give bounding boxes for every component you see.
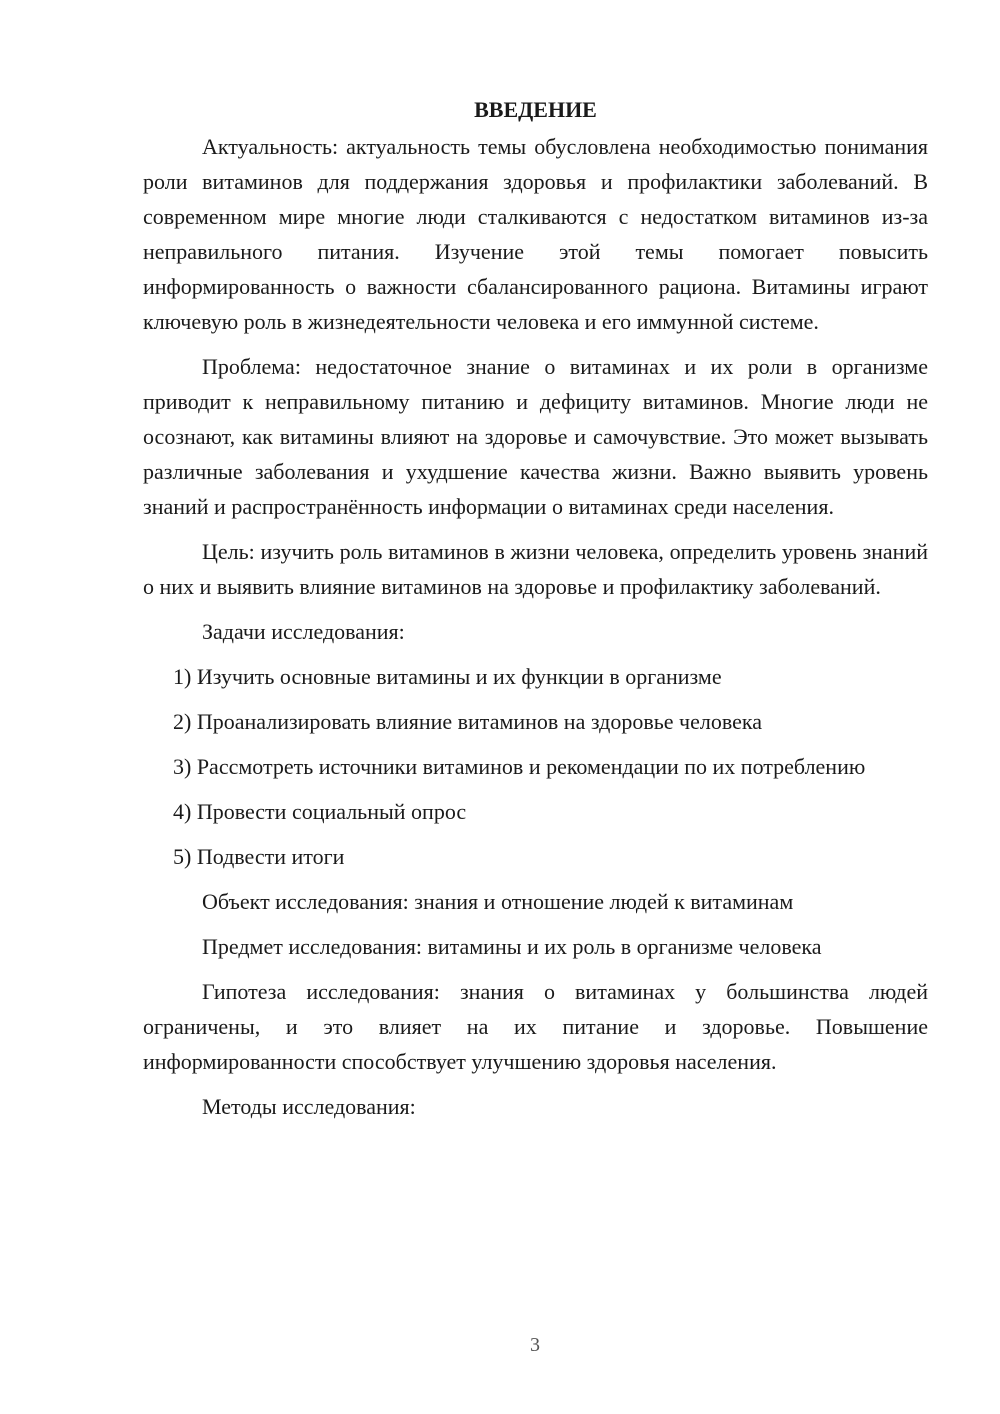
relevance-paragraph: Актуальность: актуальность темы обусловлена необходимостью понимания роли витаминов для поддержания здоровья и профилактики заболеваний. В современном мире многие люди сталкиваются с недостатком витаминов из-за неправильного питания. Изучение этой темы помогает повысить информированность о важности сбалансированного рациона. Витамины играют ключевую роль в жизнедеятельности человека и его иммунной системе. bbox=[143, 134, 928, 334]
subject-paragraph: Предмет исследования: витамины и их роль в организме человека bbox=[202, 934, 822, 959]
object-paragraph: Объект исследования: знания и отношение людей к витаминам bbox=[202, 889, 794, 914]
goal-paragraph: Цель: изучить роль витаминов в жизни человека, определить уровень знаний о них и выявить влияние витаминов на здоровье и профилактику заболеваний. bbox=[143, 539, 928, 599]
task-item-2: 2) Проанализировать влияние витаминов на здоровье человека bbox=[173, 709, 762, 734]
task-item-1: 1) Изучить основные витамины и их функции в организме bbox=[173, 664, 722, 689]
page-number: 3 bbox=[530, 1334, 540, 1356]
section-title: ВВЕДЕНИЕ bbox=[474, 97, 597, 122]
hypothesis-paragraph: Гипотеза исследования: знания о витаминах у большинства людей ограничены, и это влияет на их питание и здоровье. Повышение информированности способствует улучшению здоровья населения. bbox=[143, 979, 928, 1074]
tasks-heading: Задачи исследования: bbox=[202, 619, 405, 644]
page-content bbox=[143, 95, 928, 1134]
problem-paragraph: Проблема: недостаточное знание о витаминах и их роли в организме приводит к неправильному питанию и дефициту витаминов. Многие люди не осознают, как витамины влияют на здоровье и самочувствие. Это может вызывать различные заболевания и ухудшение качества жизни. Важно выявить уровень знаний и распространённость информации о витаминах среди населения. bbox=[143, 354, 928, 519]
methods-paragraph: Методы исследования: bbox=[202, 1094, 416, 1119]
task-item-5: 5) Подвести итоги bbox=[173, 844, 345, 869]
task-item-4: 4) Провести социальный опрос bbox=[173, 799, 467, 824]
task-item-3: 3) Рассмотреть источники витаминов и рекомендации по их потреблению bbox=[173, 754, 866, 779]
